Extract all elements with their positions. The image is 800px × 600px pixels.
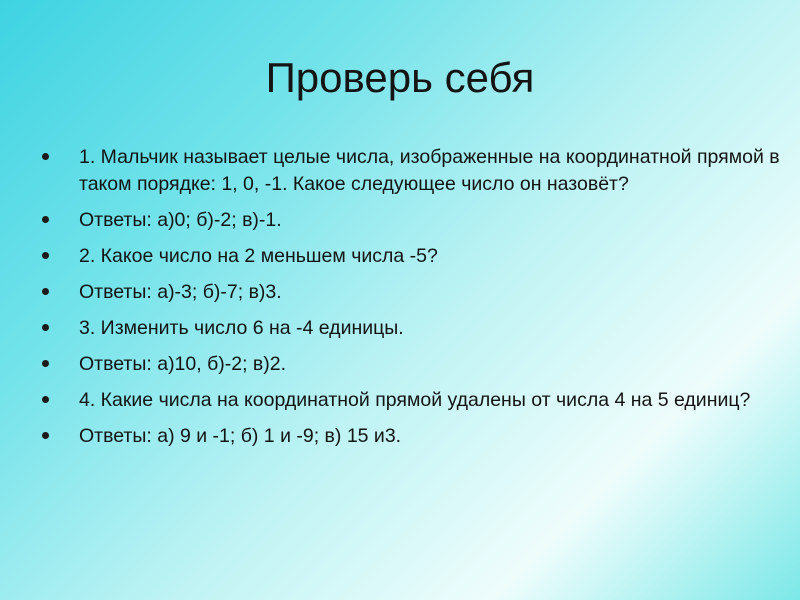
bullet-dot-icon (42, 153, 49, 160)
bullet-dot-icon (42, 288, 49, 295)
bullet-item (42, 144, 782, 198)
bullet-dot-icon (42, 396, 49, 403)
bullet-item (42, 387, 782, 414)
bullet-item (42, 243, 782, 270)
bullet-item (42, 279, 782, 306)
bullet-dot-icon (42, 432, 49, 439)
bullet-text: Ответы: а) 9 и -1; б) 1 и -9; в) 15 и3. (79, 425, 402, 447)
bullet-item (42, 423, 782, 450)
bullet-dot-icon (42, 324, 49, 331)
bullet-dot-icon (42, 252, 49, 259)
bullet-text: 1. Мальчик называет целые числа, изображенные на координатной прямой в таком порядке: 1, 0, -1. Какое следующее число он назовёт? (79, 146, 780, 195)
bullet-item (42, 351, 782, 378)
bullet-dot-icon (42, 360, 49, 367)
bullet-text: Ответы: а)10, б)-2; в)2. (79, 353, 287, 375)
bullet-list (42, 144, 782, 459)
bullet-text: Ответы: а)0; б)-2; в)-1. (79, 209, 282, 231)
bullet-item (42, 315, 782, 342)
bullet-text: 4. Какие числа на координатной прямой удалены от числа 4 на 5 единиц? (79, 389, 751, 411)
slide-title: Проверь себя (265, 54, 535, 101)
bullet-text: Ответы: а)-3; б)-7; в)3. (79, 281, 282, 303)
bullet-item (42, 207, 782, 234)
bullet-text: 3. Изменить число 6 на -4 единицы. (79, 317, 404, 339)
bullet-dot-icon (42, 216, 49, 223)
bullet-text: 2. Какое число на 2 меньшем числа -5? (79, 245, 438, 267)
